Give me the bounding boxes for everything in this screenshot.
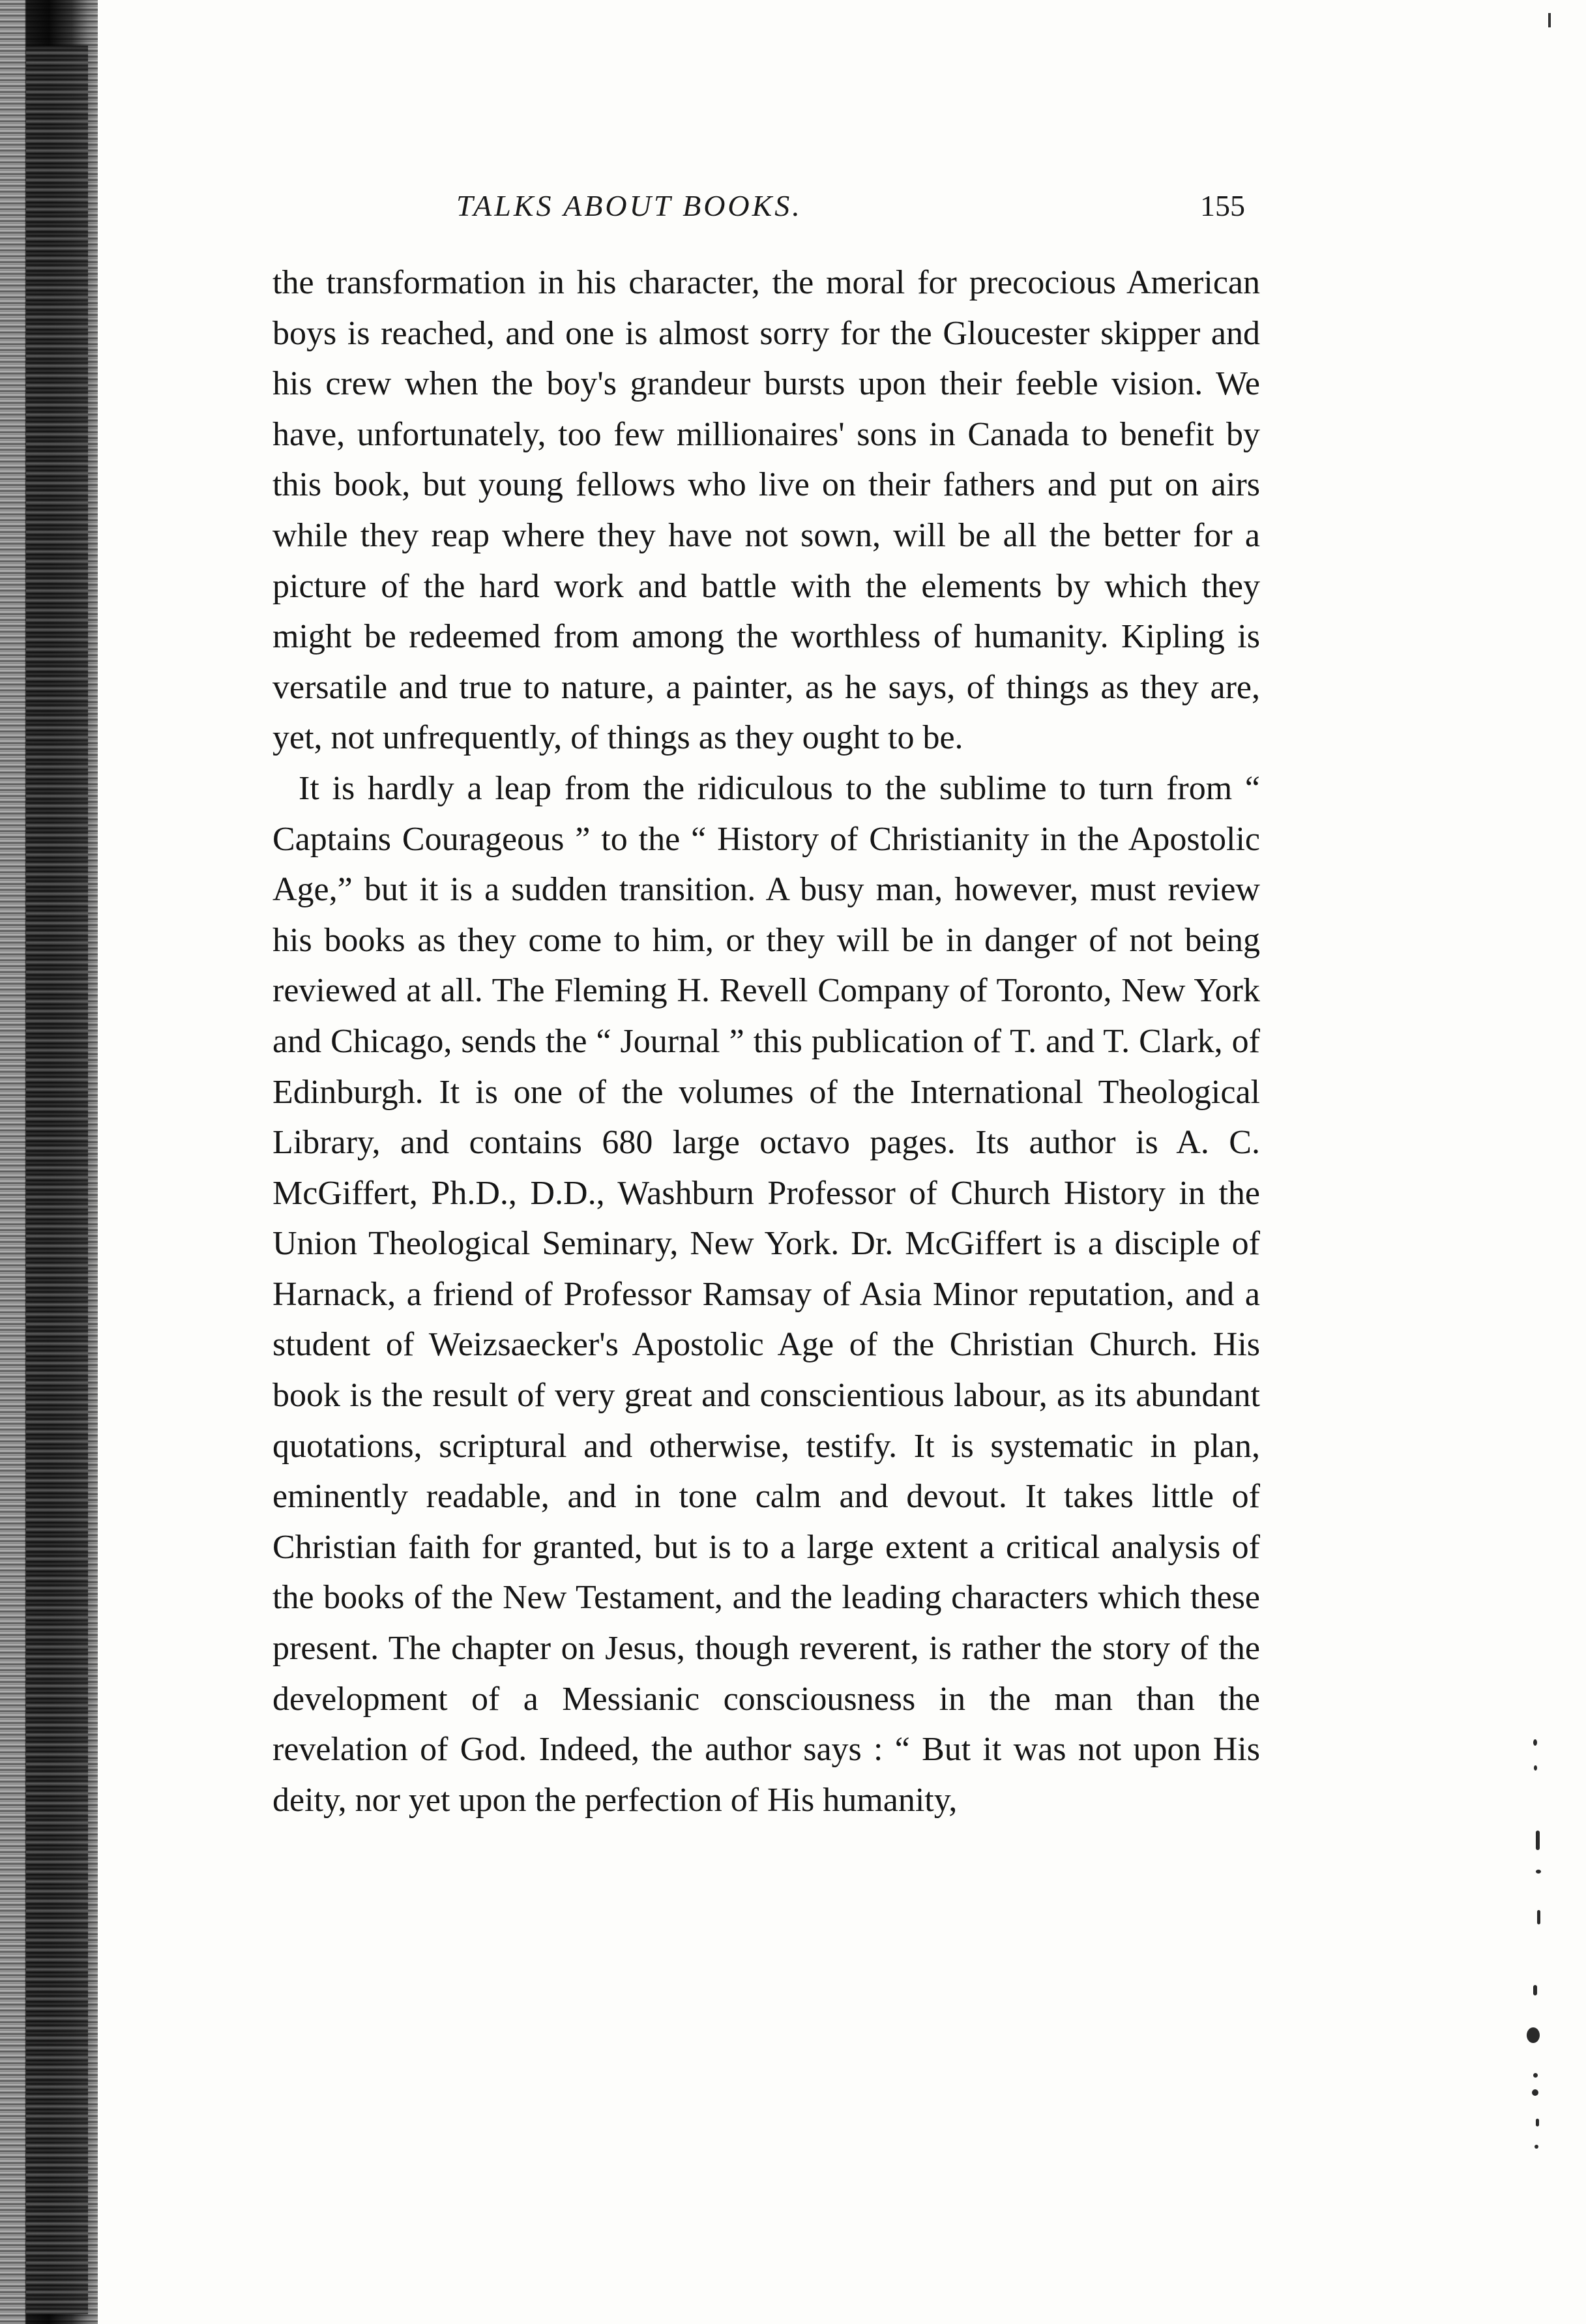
margin-speck <box>1536 2119 1539 2126</box>
running-title: TALKS ABOUT BOOKS. <box>456 189 802 222</box>
margin-speck <box>1533 2073 1538 2078</box>
paragraph: It is hardly a leap from the ridiculous to the sublime to turn from “ Captains Courageous ” to the “ History of Christianity in the Apostolic Age,” but it is a sudden transition. A busy man, however, must review his books as they come to him, or they will be in danger of not being reviewed at all. The Fleming H. Revell Company of Toronto, New York and Chicago, sends the “ Journal ” this publication of T. and T. Clark, of Edinburgh. It is one of the volumes of the International Theological Library, and contains 680 large octavo pages. Its author is A. C. McGiffert, Ph.D., D.D., Washburn Professor of Church History in the Union Theological Seminary, New York. Dr. McGiffert is a disciple of Harnack, a friend of Professor Ramsay of Asia Minor reputation, and a student of Weizsaecker's Apostolic Age of the Christian Church. His book is the result of very great and conscientious labour, as its abundant quotations, scriptural and otherwise, testify. It is systematic in plan, eminently readable, and in tone calm and devout. It takes little of Christian faith for granted, but is to a large extent a critical analysis of the books of the New Testament, and the leading characters which these present. The chapter on Jesus, though reverent, is rather the story of the development of a Messianic consciousness in the man than the revelation of God. Indeed, the author says : “ But it was not upon His deity, nor yet upon the perfection of His humanity, <box>272 769 1260 1819</box>
margin-speck <box>1527 2027 1540 2043</box>
margin-speck <box>1536 1870 1541 1874</box>
margin-speck <box>1532 2089 1538 2096</box>
margin-speck <box>1536 1831 1540 1850</box>
margin-speck <box>1535 2145 1538 2149</box>
paragraph: the transformation in his character, the moral for precocious American boys is reached, and one is almost sorry for the Gloucester skipper and his crew when the boy's grandeur bursts upon their feeble vision. We have, unfortunately, too few millionaires' sons in Canada to benefit by this book, but young fellows who live on their fathers and put on airs while they reap where they have not sown, will be all the better for a picture of the hard work and battle with the elements by which they might be redeemed from among the worthless of humanity. Kipling is versatile and true to nature, a painter, as he says, of things as they are, yet, not unfrequently, of things as they ought to be. <box>272 264 1260 757</box>
margin-speck <box>1534 1765 1537 1771</box>
margin-speck <box>1533 1985 1537 1995</box>
page-number: 155 <box>1200 189 1245 222</box>
running-head <box>456 186 1245 232</box>
binding-gutter-texture <box>26 46 88 2314</box>
body-text <box>272 257 1260 1825</box>
margin-speck <box>1537 1910 1540 1924</box>
scan-mark <box>1548 13 1551 27</box>
margin-speck <box>1533 1739 1537 1746</box>
binding-gutter <box>0 0 98 2324</box>
